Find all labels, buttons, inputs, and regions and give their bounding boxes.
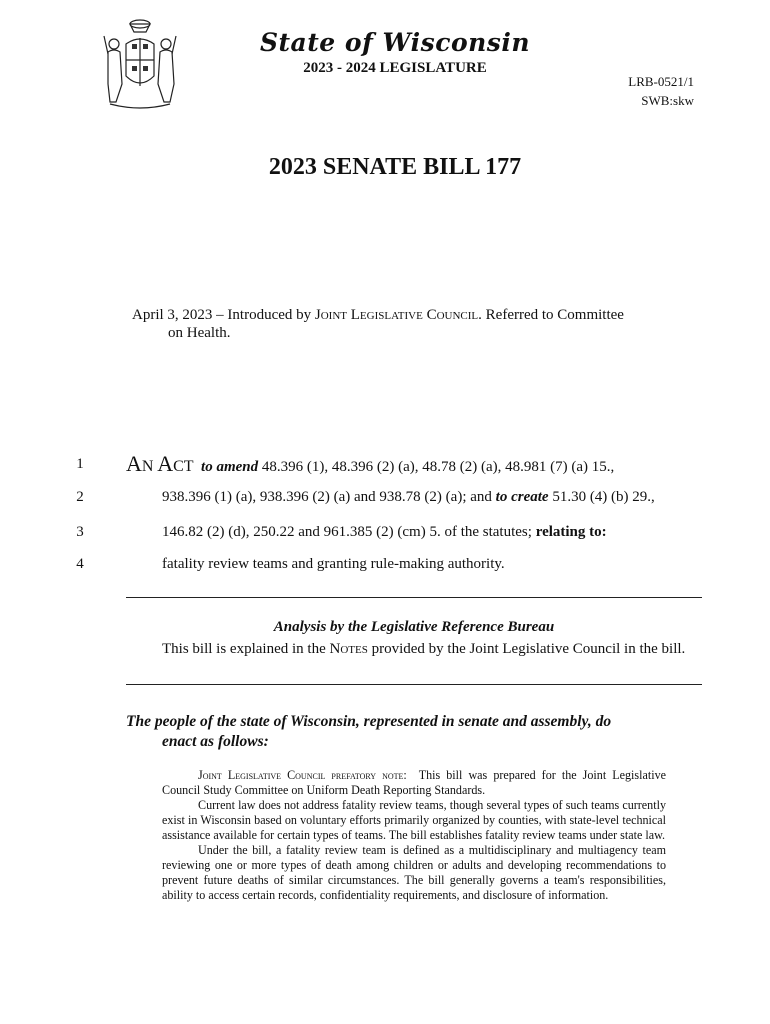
act-label-n: N [141,458,154,475]
state-title: State of Wisconsin [259,28,531,57]
line-number: 2 [76,489,84,505]
intro-date: April 3, 2023 – Introduced by [132,307,315,323]
create-label: to create [495,489,549,505]
prefatory-note [162,768,666,903]
drafter-initials: SWB:skw [641,93,694,108]
divider [126,597,702,598]
prefatory-note-p1: This bill was prepared for the Joint Legislative Council Study Committee on Uniform Death Reporting Standards. [162,768,666,797]
act-line-2-text-after: 51.30 (4) (b) 29., [548,489,655,505]
act-line-2-text: 938.396 (1) (a), 938.396 (2) (a) and 938.78 (2) (a); and [162,489,496,505]
intro-referral: . Referred to Committee [478,307,624,323]
prefatory-note-p2: Current law does not address fatality review teams, though several types of such teams currently exist in Wisconsin based on voluntary efforts primarily organized by counties, with state-level technical assistance available for certain types of teams. The bill establishes fatality review teams under state law. [162,798,666,842]
notes-word: Notes [329,641,368,657]
enacting-clause [126,712,702,752]
legislature-label: 2023 - 2024 LEGISLATURE [303,60,487,76]
amend-label: to amend [201,459,259,475]
act-label-a: A [126,451,142,476]
line-number: 3 [76,524,84,540]
analysis-text-1: This bill is explained in the [162,641,330,657]
bill-title: 2023 SENATE BILL 177 [268,154,522,180]
enacting-line-1: The people of the state of Wisconsin, represented in senate and assembly, do [126,713,612,730]
relating-label: relating to: [535,524,607,540]
act-label-a2: A [157,451,174,476]
enacting-line-2: enact as follows: [162,733,269,750]
analysis-heading: Analysis by the Legislative Reference Bureau [273,619,555,635]
prefatory-note-label: Joint Legislative Council prefatory note: [198,768,407,782]
act-line-3-text: 146.82 (2) (d), 250.22 and 961.385 (2) (cm) 5. of the statutes; [162,524,536,540]
act-line-1-text: 48.396 (1), 48.396 (2) (a), 48.78 (2) (a), 48.981 (7) (a) 15., [258,459,615,475]
intro-committee: on Health. [168,325,231,341]
analysis-text [126,640,702,658]
intro-sponsor: Joint Legislative Council [314,307,479,323]
act-label-ct: CT [173,458,194,475]
prefatory-note-p3: Under the bill, a fatality review team is defined as a multidisciplinary and multiagency team reviewing one or more types of death among children or adults and developing recommendations to prevent future deaths of similar circumstances. The bill generally governs a team's responsibilities, ability to access certain records, confidentiality requirements, and disclosure of information. [162,843,666,902]
act-line-4: fatality review teams and granting rule-making authority. [162,556,505,572]
line-number: 4 [76,556,84,572]
line-number: 1 [76,456,84,472]
divider [126,684,702,685]
act-line-2 [162,489,655,506]
act-line-1 [126,451,614,477]
act-line-3 [162,524,607,541]
introduction [132,306,702,342]
lrb-number: LRB-0521/1 [628,74,694,89]
analysis-text-2: provided by the Joint Legislative Council in the bill. [367,641,686,657]
lrb-block [628,72,694,110]
